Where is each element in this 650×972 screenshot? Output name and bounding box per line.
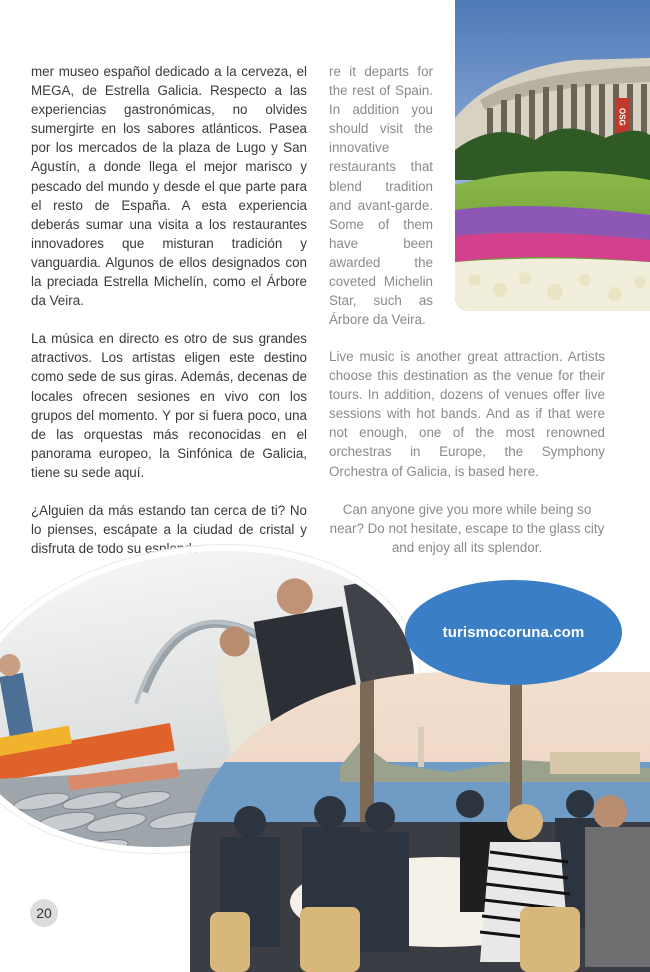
- spanish-paragraph-3: ¿Alguien da más estando tan cerca de ti? No lo pienses, escápate a la ciudad de cristal y disfruta de todo su esplendor.: [31, 502, 307, 557]
- english-paragraph-3: Can anyone give you more while being so near? Do not hesitate, escape to the glass city and enjoy all its splendor.: [329, 501, 605, 555]
- theater-sign: OSG: [617, 108, 627, 126]
- english-column-narrow: [329, 62, 433, 329]
- theater-photo: [455, 0, 650, 311]
- website-link[interactable]: turismocoruna.com: [405, 580, 622, 685]
- english-paragraph-1: re it departs for the rest of Spain. In addition you should visit the innovative restaurants that blend tradition and avant-garde. Some of them have been awarded the coveted Michelin Star, such as Árbore da Veira.: [329, 64, 433, 328]
- spanish-paragraph-2: La música en directo es otro de sus grandes atractivos. Los artistas eligen este destino como sede de sus giras. Además, decenas de locales ofrecen sesiones en vivo con los grupos del momento. Y por si fuera poco, una de las orquestas más reconocidas en el panorama europeo, la Sinfónica de Galicia, tiene su sede aquí.: [31, 331, 307, 480]
- english-column-wide: [329, 347, 605, 557]
- english-paragraph-2: Live music is another great attraction. Artists choose this destination as the venue for their tours. In addition, dozens of venues offer live sessions with hot bands. And as if that were not enough, one of the most renowned orchestras in Europe, the Symphony Orchestra of Galicia, is based here.: [329, 349, 605, 479]
- spanish-column: [31, 62, 307, 558]
- spanish-paragraph-1: mer museo español dedicado a la cerveza, el MEGA, de Estrella Galicia. Respecto a las experiencias gastronómicas, no olvides sumergirte en los sabores atlánticos. Pasea por los mercados de la plaza de Lugo y San Agustín, a donde llega el mejor marisco y pescado del mundo y desde el que parte para el resto de España. A esta experiencia deberás sumar una visita a los restaurantes innovadores que misturan tradición y vanguardia. Algunos de ellos designados con la preciada Estrella Michelín, como el Árbore da Veira.: [31, 64, 307, 309]
- page-number: 20: [30, 899, 58, 927]
